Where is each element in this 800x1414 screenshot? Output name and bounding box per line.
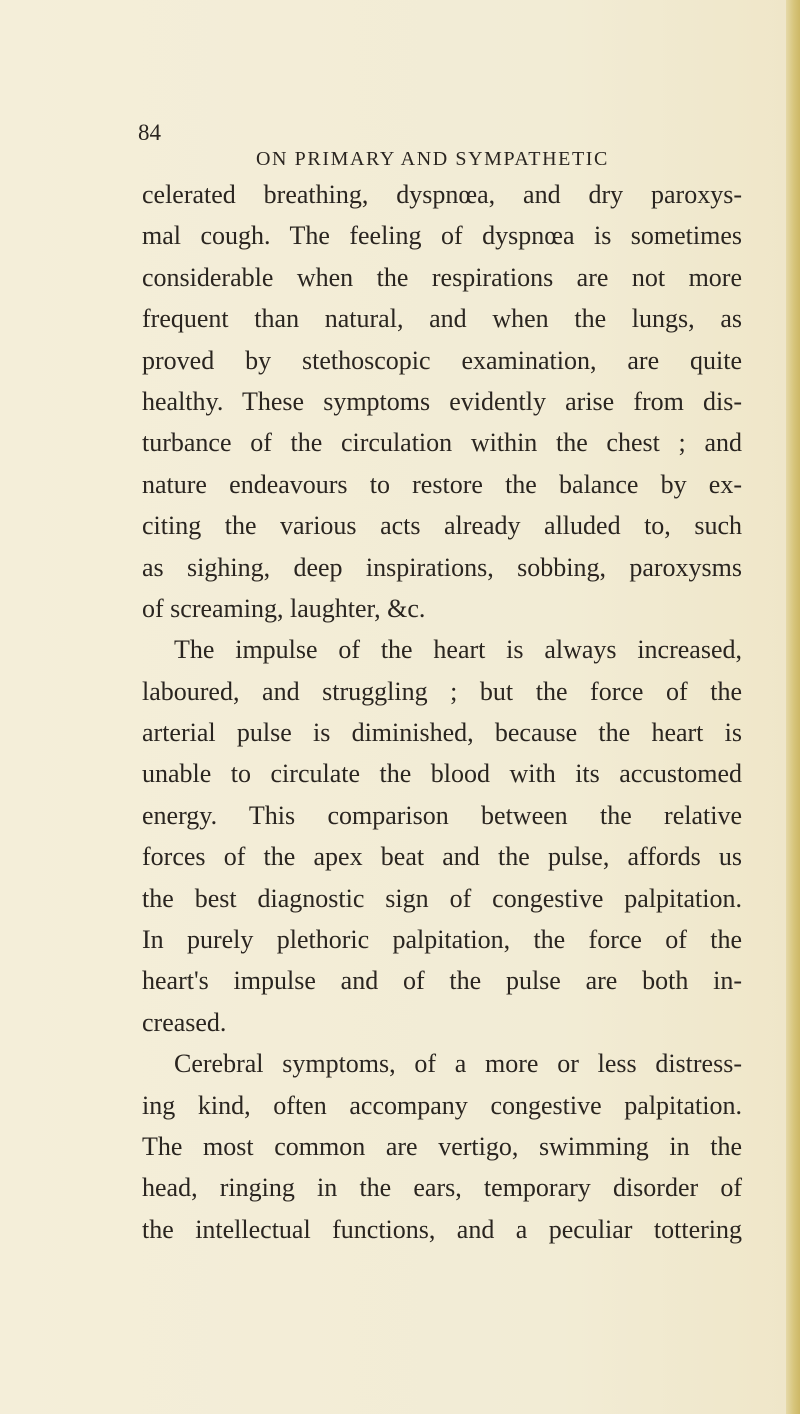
text-line: turbance of the circulation within the chest ; and: [142, 428, 742, 458]
text-line: citing the various acts already alluded to, such: [142, 511, 742, 541]
text-line: celerated breathing, dyspnœa, and dry paroxys-: [142, 180, 742, 209]
text-line: In purely plethoric palpitation, the force of the: [142, 925, 742, 955]
page-edge: [786, 0, 800, 1414]
text-line: ing kind, often accompany congestive palpitation.: [142, 1090, 742, 1120]
text-line: heart's impulse and of the pulse are both in-: [142, 966, 742, 996]
text-line: nature endeavours to restore the balance by ex-: [142, 469, 742, 499]
text-line: frequent than natural, and when the lungs, as: [142, 304, 742, 334]
text-line: as sighing, deep inspirations, sobbing, paroxysms: [142, 552, 742, 582]
text-line: proved by stethoscopic examination, are quite: [142, 345, 742, 375]
text-line: arterial pulse is diminished, because the heart is: [142, 718, 742, 748]
text-line: the best diagnostic sign of congestive palpitation.: [142, 883, 742, 913]
text-line: the intellectual functions, and a peculiar tottering: [142, 1214, 742, 1244]
text-line: mal cough. The feeling of dyspnœa is sometimes: [142, 221, 742, 251]
text-line: creased.: [142, 1007, 227, 1037]
text-line: The most common are vertigo, swimming in the: [142, 1131, 742, 1161]
text-line: head, ringing in the ears, temporary disorder of: [142, 1173, 742, 1203]
running-head: ON PRIMARY AND SYMPATHETIC: [256, 148, 609, 170]
text-line: forces of the apex beat and the pulse, affords us: [142, 842, 742, 872]
text-line: of screaming, laughter, &c.: [142, 593, 426, 623]
text-line: The impulse of the heart is always increased,: [174, 635, 742, 665]
text-line: Cerebral symptoms, of a more or less distress-: [174, 1049, 742, 1079]
text-line: healthy. These symptoms evidently arise from dis-: [142, 386, 742, 416]
page-number: 84: [138, 120, 161, 145]
text-line: laboured, and struggling ; but the force of the: [142, 676, 742, 706]
text-line: considerable when the respirations are not more: [142, 262, 742, 292]
body-text: [142, 174, 742, 1250]
text-line: unable to circulate the blood with its accustomed: [142, 759, 742, 789]
text-line: energy. This comparison between the relative: [142, 800, 742, 830]
